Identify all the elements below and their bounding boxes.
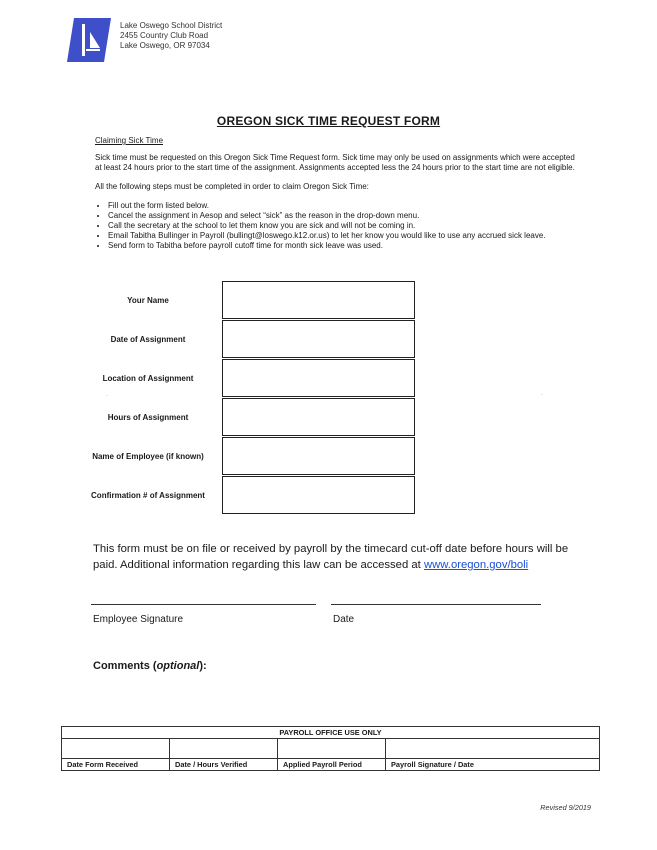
step-item: • Email Tabitha Bullinger in Payroll (bullingt@loswego.k12.or.us) to let her know you would like to use any accrued sick leave. [108,231,575,241]
payroll-column-label: Applied Payroll Period [278,759,386,771]
section-heading: Claiming Sick Time [95,136,164,145]
instructions-paragraph: All the following steps must be completed in order to claim Oregon Sick Time: [95,182,369,191]
district-logo-icon [67,18,111,62]
boli-link[interactable]: www.oregon.gov/boli [423,559,529,571]
name-of-employee-field[interactable] [222,437,415,475]
comments-label-prefix: Comments ( [93,660,157,672]
payroll-signature-date-cell[interactable] [386,739,600,759]
applied-payroll-period-cell[interactable] [278,739,386,759]
field-label-your-name: Your Name [127,296,169,305]
address-line: 2455 Country Club Road [120,31,209,40]
your-name-field[interactable] [222,281,415,319]
payroll-office-table [61,726,600,771]
notice-text: This form must be on file or received by payroll by the timecard cut-off date before hours will be paid. Additional information regarding this law can be accessed at [93,543,569,571]
district-address [120,21,222,51]
field-label-name-of-employee: Name of Employee (if known) [92,452,204,461]
field-label-hours-of-assignment: Hours of Assignment [107,413,189,422]
instructions-paragraph: Sick time must be requested on this Oregon Sick Time Request form. Sick time may only be used on assignments which were accepted at least 24 hours prior to the start time of the assignment. Assignments accepted less the 24 hours prior to the start time are not eligible. [95,153,575,172]
step-item: • Fill out the form listed below. [108,201,575,211]
instructions [95,136,575,251]
employee-signature-label: Employee Signature [93,614,184,625]
location-of-assignment-field[interactable] [222,359,415,397]
scan-mark: · [106,393,108,399]
employee-signature-line[interactable] [91,604,316,605]
field-label-date-of-assignment: Date of Assignment [110,335,186,344]
date-hours-verified-cell[interactable] [170,739,278,759]
payroll-table-title: PAYROLL OFFICE USE ONLY [62,727,600,739]
steps-list [95,201,575,251]
address-line: Lake Oswego School District [120,21,223,30]
scan-mark: · [541,392,543,398]
date-form-received-cell[interactable] [62,739,170,759]
date-label: Date [333,614,355,625]
comments-label-suffix: ): [199,660,207,672]
hours-of-assignment-field[interactable] [222,398,415,436]
form-title: OREGON SICK TIME REQUEST FORM [216,114,441,128]
step-item: • Cancel the assignment in Aesop and select “sick” as the reason in the drop-down menu. [108,211,575,221]
comments-label-optional: optional [156,660,200,672]
confirmation-number-field[interactable] [222,476,415,514]
date-of-assignment-field[interactable] [222,320,415,358]
field-label-location-of-assignment: Location of Assignment [102,374,194,383]
payroll-column-label: Payroll Signature / Date [386,759,600,771]
field-label-confirmation-number: Confirmation # of Assignment [91,491,205,500]
comments-label [93,660,207,672]
step-item: • Call the secretary at the school to let them know you are sick and will not be coming in. [108,221,575,231]
payroll-column-label: Date / Hours Verified [170,759,278,771]
payroll-notice [93,541,573,573]
revision-note: Revised 9/2019 [540,803,591,812]
payroll-column-label: Date Form Received [62,759,170,771]
date-signature-line[interactable] [331,604,541,605]
address-line: Lake Oswego, OR 97034 [120,41,210,50]
step-item: • Send form to Tabitha before payroll cutoff time for month sick leave was used. [108,241,575,251]
